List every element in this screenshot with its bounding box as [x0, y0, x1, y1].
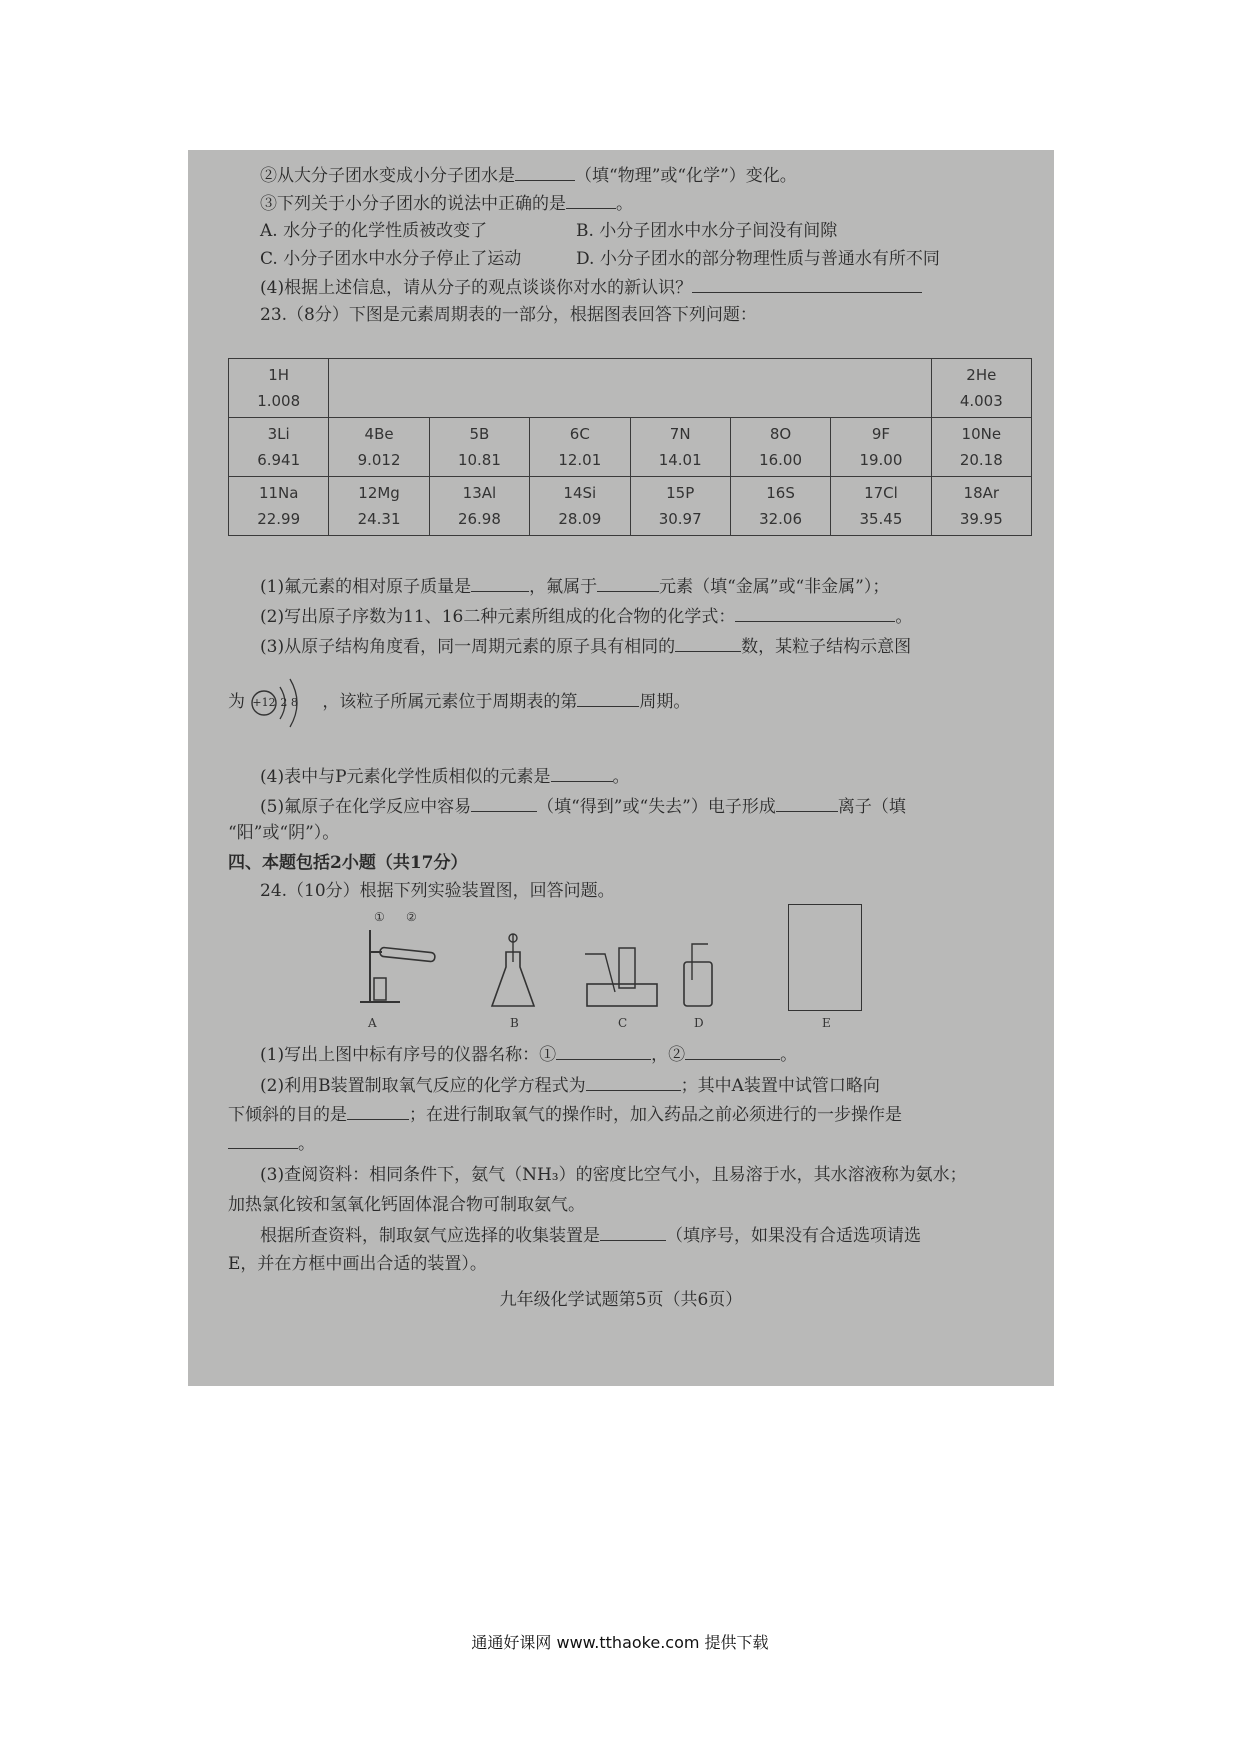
section-4-heading: 四、本题包括2小题（共17分）: [228, 853, 468, 873]
option-a: A. 水分子的化学性质被改变了: [260, 221, 488, 241]
q22-part3: ③下列关于小分子团水的说法中正确的是 。: [260, 194, 633, 214]
element-symbol: 10Ne: [961, 425, 1002, 443]
element-mass: 26.98: [457, 510, 501, 528]
q23-part1-mid: ，氟属于: [529, 577, 598, 597]
q24-part2-line2: [228, 1103, 902, 1126]
element-mass: 19.00: [859, 451, 903, 469]
q23-part5-mid: （填“得到”或“失去”）电子形成: [537, 797, 776, 817]
element-mass: 24.31: [357, 510, 401, 528]
q23-part3-mid: 数，某粒子结构示意图: [741, 637, 912, 657]
q23-part4: (4)表中与P元素化学性质相似的元素是 。: [260, 767, 630, 787]
download-credit: 通通好课网 www.tthaoke.com 提供下载: [471, 1633, 769, 1652]
q24-part2-line3: 。: [228, 1132, 315, 1155]
delivery-tube: [585, 954, 615, 992]
element-symbol: 5B: [469, 425, 490, 443]
element-mass: 39.95: [959, 510, 1003, 528]
element-symbol: 18Ar: [963, 484, 1000, 502]
q24-part1: (1)写出上图中标有序号的仪器名称：① ，② 。: [260, 1045, 798, 1065]
q24-part3-line2: 加热氯化铵和氢氧化钙固体混合物可制取氨气。: [228, 1195, 585, 1215]
test-tube: [380, 947, 436, 962]
mark-2: ②: [406, 910, 417, 924]
answer-blank[interactable]: [600, 1224, 666, 1241]
answer-blank[interactable]: [347, 1103, 409, 1120]
q23-part3-for: 为: [228, 692, 245, 712]
element-mass: 14.01: [658, 451, 702, 469]
q23-part5-line2: “阳”或“阴”）。: [228, 823, 340, 843]
q24-part3-mid: （填序号，如果没有合适选项请选: [666, 1226, 921, 1246]
answer-blank[interactable]: [228, 1132, 298, 1149]
element-mass: 28.09: [558, 510, 602, 528]
element-symbol: 17Cl: [864, 484, 898, 502]
label-b: B: [510, 1016, 519, 1030]
q24-part2-mid: ；其中A装置中试管口略向: [680, 1076, 880, 1096]
q23-part5-text: (5)氟原子在化学反应中容易: [260, 797, 472, 817]
element-symbol: 8O: [769, 425, 792, 443]
q24-part2: [260, 1074, 880, 1097]
element-symbol: 15P: [666, 484, 695, 502]
mark-1: ①: [374, 910, 385, 924]
element-symbol: 14Si: [563, 484, 597, 502]
element-mass: 35.45: [859, 510, 903, 528]
exam-page-photo: [188, 150, 1054, 1386]
element-symbol: 3Li: [267, 425, 290, 443]
label-e: E: [822, 1016, 831, 1030]
q23-part4-text: (4)表中与P元素化学性质相似的元素是: [260, 767, 551, 787]
answer-blank[interactable]: [685, 1043, 780, 1060]
option-d: D. 小分子团水的部分物理性质与普通水有所不同: [576, 249, 940, 269]
q24-part3-line4: E，并在方框中画出合适的装置）。: [228, 1254, 487, 1274]
element-mass: 9.012: [357, 451, 401, 469]
q23-part2-text: (2)写出原子序数为11、16二种元素所组成的化合物的化学式：: [260, 607, 736, 627]
q24-part2-text3: ；在进行制取氧气的操作时，加入药品之前必须进行的一步操作是: [409, 1105, 902, 1125]
q23-part3-text2: ，该粒子所属元素位于周期表的第: [322, 692, 578, 712]
element-symbol: 4Be: [364, 425, 394, 443]
element-mass: 16.00: [759, 451, 803, 469]
element-mass: 6.941: [257, 451, 301, 469]
element-mass: 4.003: [959, 392, 1003, 410]
q23-part3-text: (3)从原子结构角度看，同一周期元素的原子具有相同的: [260, 637, 676, 657]
q24-part2-text: (2)利用B装置制取氧气反应的化学方程式为: [260, 1076, 586, 1096]
q24-part3-line3: [260, 1224, 921, 1247]
element-mass: 10.81: [457, 451, 501, 469]
answer-blank[interactable]: [586, 1074, 681, 1091]
q22-part2-text: ②从大分子团水变成小分子团水是: [260, 166, 515, 186]
q23-part1-text: (1)氟元素的相对原子质量是: [260, 577, 472, 597]
element-mass: 20.18: [959, 451, 1003, 469]
element-symbol: 13Al: [462, 484, 497, 502]
q24-part3: (3)查阅资料：相同条件下，氨气（NH₃）的密度比空气小，且易溶于水，其水溶液称为氨水；: [260, 1165, 967, 1185]
option-b: B. 小分子团水中水分子间没有间隙: [576, 221, 838, 241]
q23-part5-end: 离子（填: [837, 797, 906, 817]
element-symbol: 9F: [871, 425, 891, 443]
apparatus-b-icon: [488, 932, 538, 1012]
apparatus-a-icon: [360, 920, 450, 1010]
q23-part2: (2)写出原子序数为11、16二种元素所组成的化合物的化学式： 。: [260, 607, 913, 627]
alcohol-lamp: [374, 978, 386, 1000]
element-symbol: 1H: [268, 366, 290, 384]
q24-title: 24.（10分）根据下列实验装置图，回答问题。: [260, 881, 615, 901]
element-symbol: 6C: [569, 425, 590, 443]
element-symbol: 11Na: [258, 484, 299, 502]
option-c: C. 小分子团水中水分子停止了运动: [260, 249, 522, 269]
apparatus-d-icon: [678, 940, 718, 1010]
label-d: D: [694, 1016, 704, 1030]
gas-bottle: [684, 962, 712, 1006]
q24-part3-text: 根据所查资料，制取氨气应选择的收集装置是: [260, 1226, 600, 1246]
element-mass: 1.008: [257, 392, 301, 410]
element-symbol: 7N: [669, 425, 691, 443]
q23-part3-end: 周期。: [639, 692, 691, 712]
q24-part1-mid: ，②: [651, 1045, 686, 1065]
element-symbol: 12Mg: [358, 484, 400, 502]
q24-part1-text: (1)写出上图中标有序号的仪器名称：①: [260, 1045, 557, 1065]
collecting-bottle: [619, 948, 635, 988]
answer-blank[interactable]: [556, 1043, 651, 1060]
q22-part2-suffix: （填“物理”或“化学”）变化。: [575, 166, 797, 186]
page-footer: 九年级化学试题第5页（共6页）: [499, 1290, 743, 1310]
label-c: C: [618, 1016, 628, 1030]
element-mass: 12.01: [558, 451, 602, 469]
apparatus-e-box[interactable]: [788, 904, 862, 1011]
element-mass: 30.97: [658, 510, 702, 528]
nucleus-charge: +12: [252, 695, 276, 709]
element-mass: 32.06: [759, 510, 803, 528]
q22-part4-text: (4)根据上述信息，请从分子的观点谈谈你对水的新认识？: [260, 278, 693, 298]
q22-part3-text: ③下列关于小分子团水的说法中正确的是: [260, 194, 566, 214]
apparatus-c-icon: [583, 940, 663, 1010]
q23-part1-end: 元素（填“金属”或“非金属”）；: [659, 577, 890, 597]
element-mass: 22.99: [257, 510, 301, 528]
element-symbol: 16S: [766, 484, 795, 502]
label-a: A: [368, 1016, 377, 1030]
q23-title: 23.（8分）下图是元素周期表的一部分，根据图表回答下列问题：: [260, 305, 757, 325]
element-symbol: 2He: [966, 366, 997, 384]
shell-electrons: 2 8: [280, 695, 298, 709]
q24-part2-text2: 下倾斜的目的是: [228, 1105, 347, 1125]
